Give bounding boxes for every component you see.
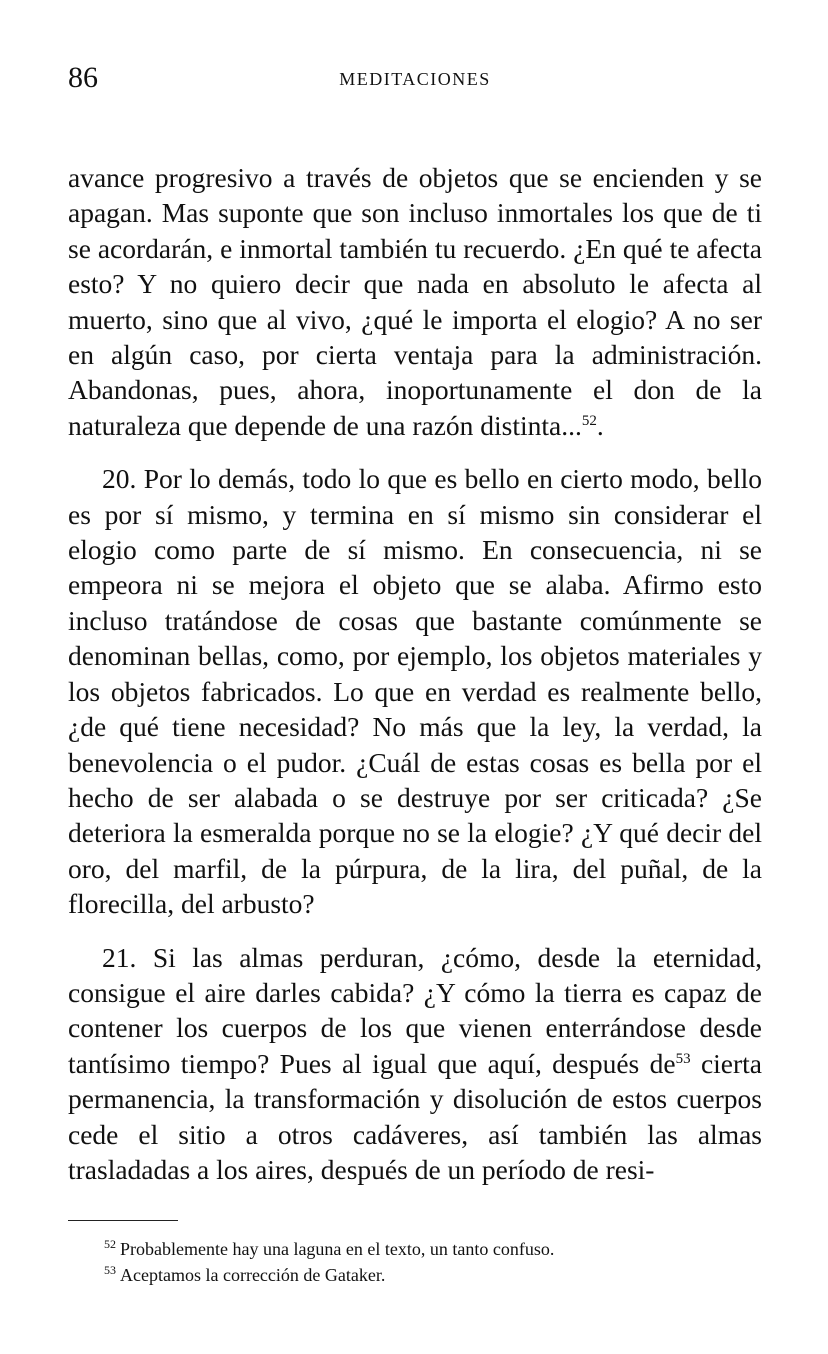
footnote-reference-52: 52	[581, 412, 597, 429]
paragraph-20	[68, 461, 762, 921]
paragraph-21-text-b: cierta permanencia, la transformación y disolución de estos cuerpos cede el sitio a otros cadáveres, así también las almas trasladadas a los aires, después de un período de resi-	[68, 1047, 762, 1185]
running-head	[68, 60, 762, 100]
paragraph-continuation-text: avance progresivo a través de objetos que se encienden y se apagan. Mas suponte que son incluso inmortales los que de ti se acordarán, e inmortal también tu recuerdo. ¿En qué te afecta esto? Y no quiero decir que nada en absoluto le afecta al muerto, sino que al vivo, ¿qué le importa el elogio? A no ser en algún caso, por cierta ventaja para la administración. Abandonas, pues, ahora, inoportunamente el don de la naturaleza que depende de una razón distinta...	[68, 162, 762, 441]
running-title: MEDITACIONES	[339, 69, 491, 89]
page-number: 86	[68, 61, 98, 94]
footnote-number: 52	[104, 1237, 116, 1251]
paragraph-21-text-a: 21. Si las almas perduran, ¿cómo, desde la eternidad, consigue el aire darles cabida? ¿Y cómo la tierra es capaz de contener los cuerpos de los que vienen enterrándose desde tantísimo tiempo? Pues al igual que aquí, después de	[68, 941, 762, 1079]
paragraph-continuation	[68, 160, 762, 443]
footnote-text: Probablemente hay una laguna en el texto, un tanto confuso.	[120, 1239, 555, 1259]
paragraph-21	[68, 940, 762, 1188]
footnote-text: Aceptamos la corrección de Gataker.	[120, 1265, 386, 1285]
footnote-53	[104, 1262, 762, 1288]
footnote-number: 53	[104, 1263, 116, 1277]
paragraph-continuation-tail: .	[596, 409, 604, 441]
body-text	[68, 160, 762, 1187]
footnotes	[104, 1236, 762, 1288]
footnote-divider	[68, 1220, 178, 1221]
footnote-52	[104, 1236, 762, 1262]
paragraph-20-text: 20. Por lo demás, todo lo que es bello en cierto modo, bello es por sí mismo, y termina en sí mismo sin considerar el elogio como parte de sí mismo. En consecuencia, ni se empeora ni se mejora el objeto que se alaba. Afirmo esto incluso tratándose de cosas que bastante comúnmente se denominan bellas, como, por ejemplo, los objetos materiales y los objetos fabricados. Lo que en verdad es realmente bello, ¿de qué tiene necesidad? No más que la ley, la verdad, la benevolencia o el pudor. ¿Cuál de estas cosas es bella por el hecho de ser alabada o se destruye por ser criticada? ¿Se deteriora la esmeralda porque no se la elogie? ¿Y qué decir del oro, del marfil, de la púrpura, de la lira, del puñal, de la florecilla, del arbusto?	[68, 463, 762, 920]
footnote-reference-53: 53	[675, 1050, 691, 1067]
